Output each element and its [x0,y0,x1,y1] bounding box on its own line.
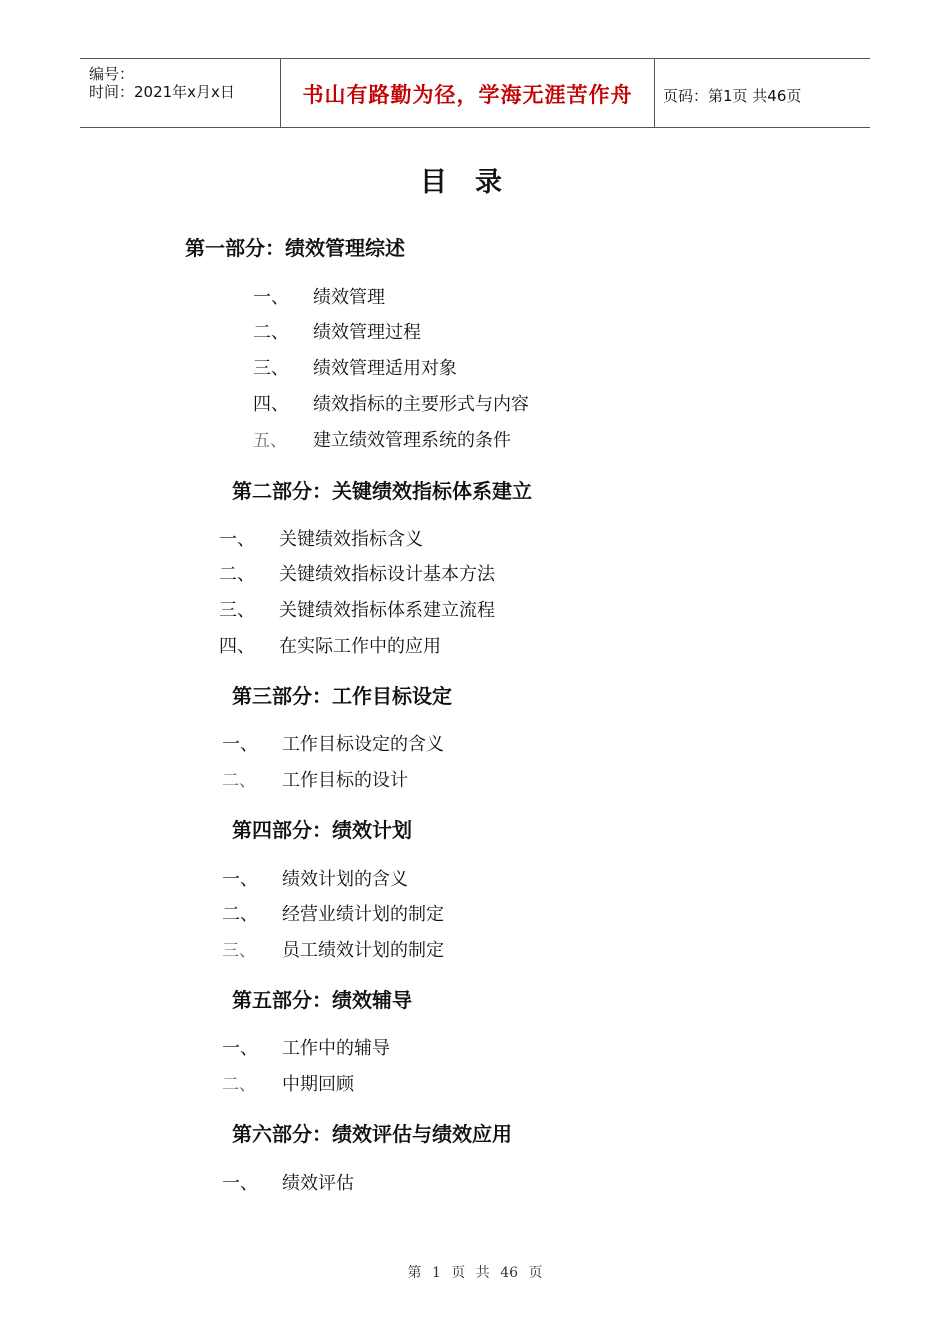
section-title: 第六部分：绩效评估与绩效应用 [232,1122,512,1146]
item-text: 工作目标的设计 [282,770,408,791]
item-number: 四、 [219,636,255,657]
toc-item [222,936,444,962]
item-number: 二、 [222,771,256,791]
item-text: 关键绩效指标体系建立流程 [279,600,495,621]
toc-item [222,766,408,792]
header-table [80,58,870,128]
item-text: 绩效管理过程 [313,322,421,343]
item-text: 工作中的辅导 [282,1038,390,1059]
item-number: 五、 [253,431,287,451]
item-number: 三、 [253,358,289,379]
item-number: 三、 [222,941,256,961]
section-title: 第三部分：工作目标设定 [232,684,452,708]
item-text: 绩效评估 [282,1173,354,1194]
toc-item [219,596,495,622]
time-label: 时间：2021年x月x日 [89,83,235,101]
item-text: 在实际工作中的应用 [279,636,441,657]
item-number: 二、 [222,904,258,925]
toc-item [253,318,421,344]
item-number: 二、 [253,322,289,343]
item-text: 建立绩效管理系统的条件 [313,430,511,451]
page-footer: 第 1 页 共 46 页 [407,1265,543,1281]
item-number: 一、 [219,529,255,550]
item-number: 二、 [219,564,255,585]
item-text: 关键绩效指标含义 [279,529,423,550]
section-title: 第一部分：绩效管理综述 [185,236,405,260]
item-text: 中期回顾 [282,1074,354,1095]
toc-item [222,1034,390,1060]
item-number: 一、 [222,1173,258,1194]
toc-item [222,865,408,891]
item-number: 三、 [219,600,255,621]
item-number: 四、 [253,394,289,415]
toc-item [253,354,457,380]
item-number: 一、 [253,287,289,308]
toc-item [219,560,495,586]
item-text: 绩效管理适用对象 [313,358,457,379]
section-title: 第二部分：关键绩效指标体系建立 [232,479,532,503]
item-text: 关键绩效指标设计基本方法 [279,564,495,585]
header-motto-cell [281,59,655,127]
toc-item [219,525,423,551]
toc-item [253,390,529,416]
item-text: 绩效计划的含义 [282,869,408,890]
item-number: 二、 [222,1075,256,1095]
serial-label: 编号： [89,65,135,83]
header-info-cell [80,59,281,127]
section-title: 第五部分：绩效辅导 [232,988,412,1012]
item-text: 经营业绩计划的制定 [282,904,444,925]
item-number: 一、 [222,1038,258,1059]
item-number: 一、 [222,869,258,890]
toc-item [222,900,444,926]
item-number: 一、 [222,734,258,755]
page-title: 目录 [420,167,530,198]
toc-item [222,1169,354,1195]
header-page-cell [655,59,870,127]
item-text: 绩效管理 [313,287,385,308]
toc-item [222,1070,354,1096]
toc-item [253,426,511,452]
toc-item [222,730,444,756]
item-text: 员工绩效计划的制定 [282,940,444,961]
item-text: 工作目标设定的含义 [282,734,444,755]
toc-item [219,632,441,658]
section-title: 第四部分：绩效计划 [232,818,412,842]
page-info: 页码：第1页 共46页 [663,87,802,105]
motto: 书山有路勤为径，学海无涯苦作舟 [302,82,633,107]
item-text: 绩效指标的主要形式与内容 [313,394,529,415]
toc-item [253,283,385,309]
